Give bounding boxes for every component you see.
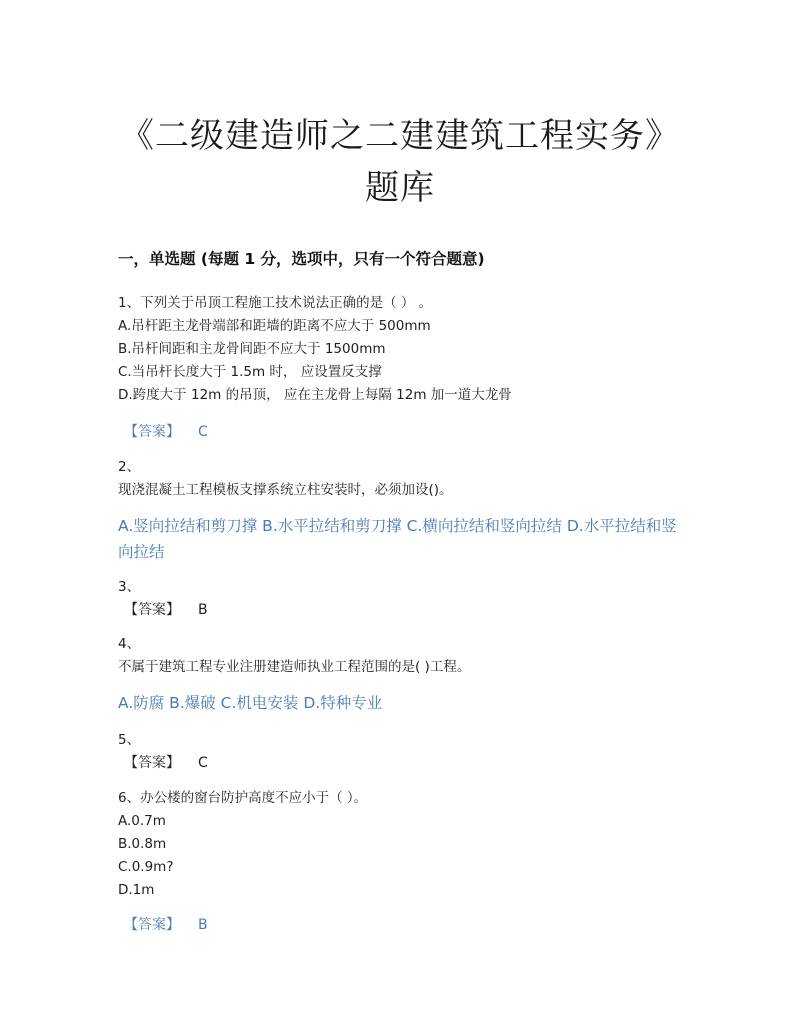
question-6 — [118, 787, 367, 902]
answer-label: 【答案】 — [124, 602, 180, 618]
answer-value: C — [198, 424, 208, 440]
question-2 — [118, 456, 453, 502]
question-1 — [118, 292, 512, 407]
question-2-stem: 现浇混凝土工程模板支撑系统立柱安装时，必须加设()。 — [118, 482, 453, 498]
question-6-option-d: D.1m — [118, 882, 155, 898]
question-3-number: 3、 — [118, 579, 141, 595]
question-1-stem: 1、下列关于吊顶工程施工技术说法正确的是（ ） 。 — [118, 295, 433, 311]
question-3 — [118, 576, 140, 599]
question-6-option-c: C.0.9m? — [118, 859, 174, 875]
answer-label: 【答案】 — [124, 755, 180, 771]
question-1-answer — [124, 421, 208, 441]
document-title-line1: 《二级建造师之二建建筑工程实务》 — [120, 116, 680, 156]
question-5-number: 5、 — [118, 732, 141, 748]
document-title-line2: 题库 — [365, 168, 435, 208]
section-heading: 一，单选题 (每题 1 分，选项中，只有一个符合题意) — [118, 250, 485, 268]
question-1-option-d: D.跨度大于 12m 的吊顶， 应在主龙骨上每隔 12m 加一道大龙骨 — [118, 387, 512, 403]
question-2-options: A.竖向拉结和剪刀撑 B.水平拉结和剪刀撑 C.横向拉结和竖向拉结 D.水平拉结和竖向拉结 — [118, 517, 677, 561]
answer-value: B — [198, 917, 208, 933]
question-2-number: 2、 — [118, 459, 141, 475]
answer-value: C — [198, 755, 208, 771]
answer-label: 【答案】 — [124, 424, 180, 440]
question-5-answer — [124, 752, 208, 772]
question-4-number: 4、 — [118, 636, 141, 652]
question-6-stem: 6、办公楼的窗台防护高度不应小于（ ）。 — [118, 790, 368, 806]
question-6-option-b: B.0.8m — [118, 836, 167, 852]
question-6-option-a: A.0.7m — [118, 813, 166, 829]
question-4-options: A.防腐 B.爆破 C.机电安装 D.特种专业 — [118, 694, 383, 712]
question-1-option-a: A.吊杆距主龙骨端部和距墙的距离不应大于 500mm — [118, 318, 431, 334]
question-1-option-c: C.当吊杆长度大于 1.5m 时， 应设置反支撑 — [118, 364, 382, 380]
question-4 — [118, 633, 470, 679]
question-3-answer — [124, 599, 208, 619]
question-5 — [118, 729, 140, 752]
question-4-stem: 不属于建筑工程专业注册建造师执业工程范围的是( )工程。 — [118, 659, 471, 675]
answer-value: B — [198, 602, 208, 618]
answer-label: 【答案】 — [124, 917, 180, 933]
question-1-option-b: B.吊杆间距和主龙骨间距不应大于 1500mm — [118, 341, 386, 357]
question-6-answer — [124, 914, 208, 934]
